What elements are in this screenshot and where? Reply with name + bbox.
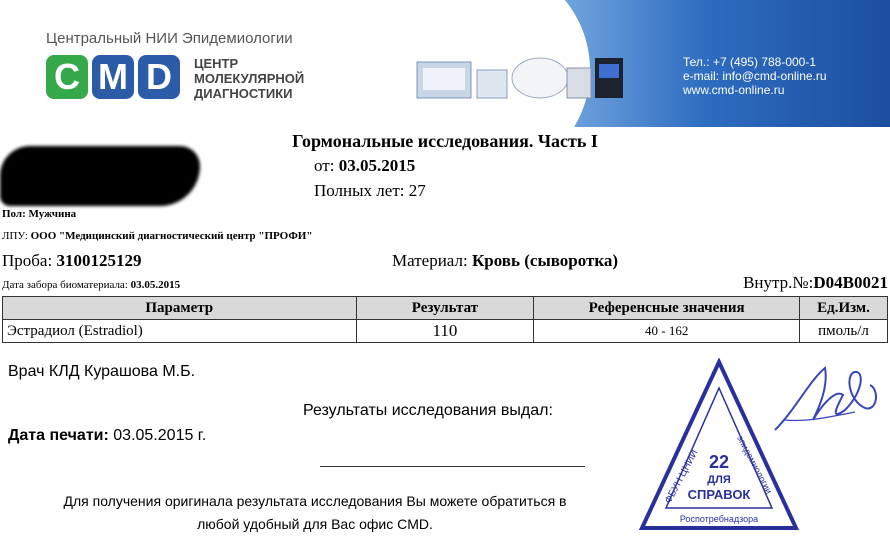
collection-date-value: 03.05.2015: [130, 279, 181, 291]
date-label: от:: [314, 156, 335, 175]
logo-letter-d: D: [138, 55, 180, 99]
phone-text: Тел.: +7 (495) 788-000-1: [683, 55, 817, 69]
doctor-name: Врач КЛД Курашова М.Б.: [8, 363, 196, 380]
patient-age: [314, 181, 426, 201]
org-top-label: Центральный НИИ Эпидемиологии: [46, 30, 293, 47]
date-value: 03.05.2015: [338, 156, 416, 175]
probe-label: Проба:: [2, 251, 53, 270]
org-name-line: ЦЕНТР: [194, 56, 239, 71]
results-table: [2, 296, 888, 343]
issued-by-label: Результаты исследования выдал:: [303, 402, 553, 419]
age-value: 27: [408, 181, 426, 200]
analysis-date: [314, 156, 415, 176]
footer-note-line: любой удобный для Вас офис CMD.: [197, 516, 433, 532]
cell-reference: 40 - 162: [534, 320, 800, 343]
footer-note-line: Для получения оригинала результата исследования Вы можете обратиться в: [63, 493, 567, 509]
lpu-line: [2, 230, 312, 242]
footer-note: [0, 490, 630, 536]
stamp-number: 22: [708, 452, 730, 472]
cell-result: 110: [356, 320, 534, 343]
probe-value: 3100125129: [56, 251, 142, 270]
logo-letter-c: C: [46, 55, 88, 99]
column-header: Параметр: [3, 297, 357, 320]
org-name: [194, 56, 304, 101]
org-name-line: МОЛЕКУЛЯРНОЙ: [194, 71, 305, 86]
print-date-label: Дата печати:: [8, 427, 109, 444]
email-text: e-mail: info@cmd-online.ru: [683, 69, 827, 83]
lpu-value: ООО "Медицинский диагностический центр "ПРОФИ": [30, 230, 313, 242]
table-header-row: [3, 297, 888, 320]
table-row: [3, 320, 888, 343]
internal-number-label: Внутр.№:: [743, 273, 814, 292]
column-header: Ед.Изм.: [800, 297, 888, 320]
cell-unit: пмоль/л: [800, 320, 888, 343]
stamp-line2: СПРАВОК: [687, 487, 751, 502]
age-label: Полных лет:: [314, 181, 405, 200]
stamp-dept: эпидемиологии: [735, 433, 775, 496]
print-date: [8, 427, 206, 445]
stamp-bottom: Роспотребнадзора: [679, 514, 759, 524]
print-date-value: 03.05.2015 г.: [113, 427, 207, 444]
page-title: Гормональные исследования. Часть I: [292, 131, 598, 151]
lpu-label: ЛПУ:: [2, 230, 28, 242]
cell-parameter: Эстрадиол (Estradiol): [3, 320, 357, 343]
cmd-logo: [46, 55, 180, 99]
signature-line: [320, 466, 585, 467]
handwritten-signature: [765, 360, 885, 440]
patient-sex: Пол: Мужчина: [2, 208, 77, 220]
site-text: www.cmd-online.ru: [683, 83, 785, 97]
material-label: Материал:: [392, 251, 468, 270]
probe-line: [2, 251, 141, 271]
column-header: Референсные значения: [534, 297, 800, 320]
column-header: Результат: [356, 297, 534, 320]
contacts: [683, 55, 827, 97]
org-name-line: ДИАГНОСТИКИ: [194, 86, 293, 101]
internal-number-value: D04B0021: [813, 273, 888, 292]
logo-letter-m: M: [92, 55, 134, 99]
material-value: Кровь (сыворотка): [471, 251, 619, 270]
stamp-line1: ДЛЯ: [707, 474, 731, 486]
lab-devices-image: [415, 48, 625, 102]
internal-number-line: [743, 273, 888, 293]
collection-date-line: [2, 279, 180, 291]
stamp-org: ФБУН ЦНИИ: [663, 448, 701, 506]
material-line: [392, 251, 618, 271]
redaction-block: [0, 146, 200, 206]
collection-date-label: Дата забора биоматериала:: [2, 279, 128, 291]
